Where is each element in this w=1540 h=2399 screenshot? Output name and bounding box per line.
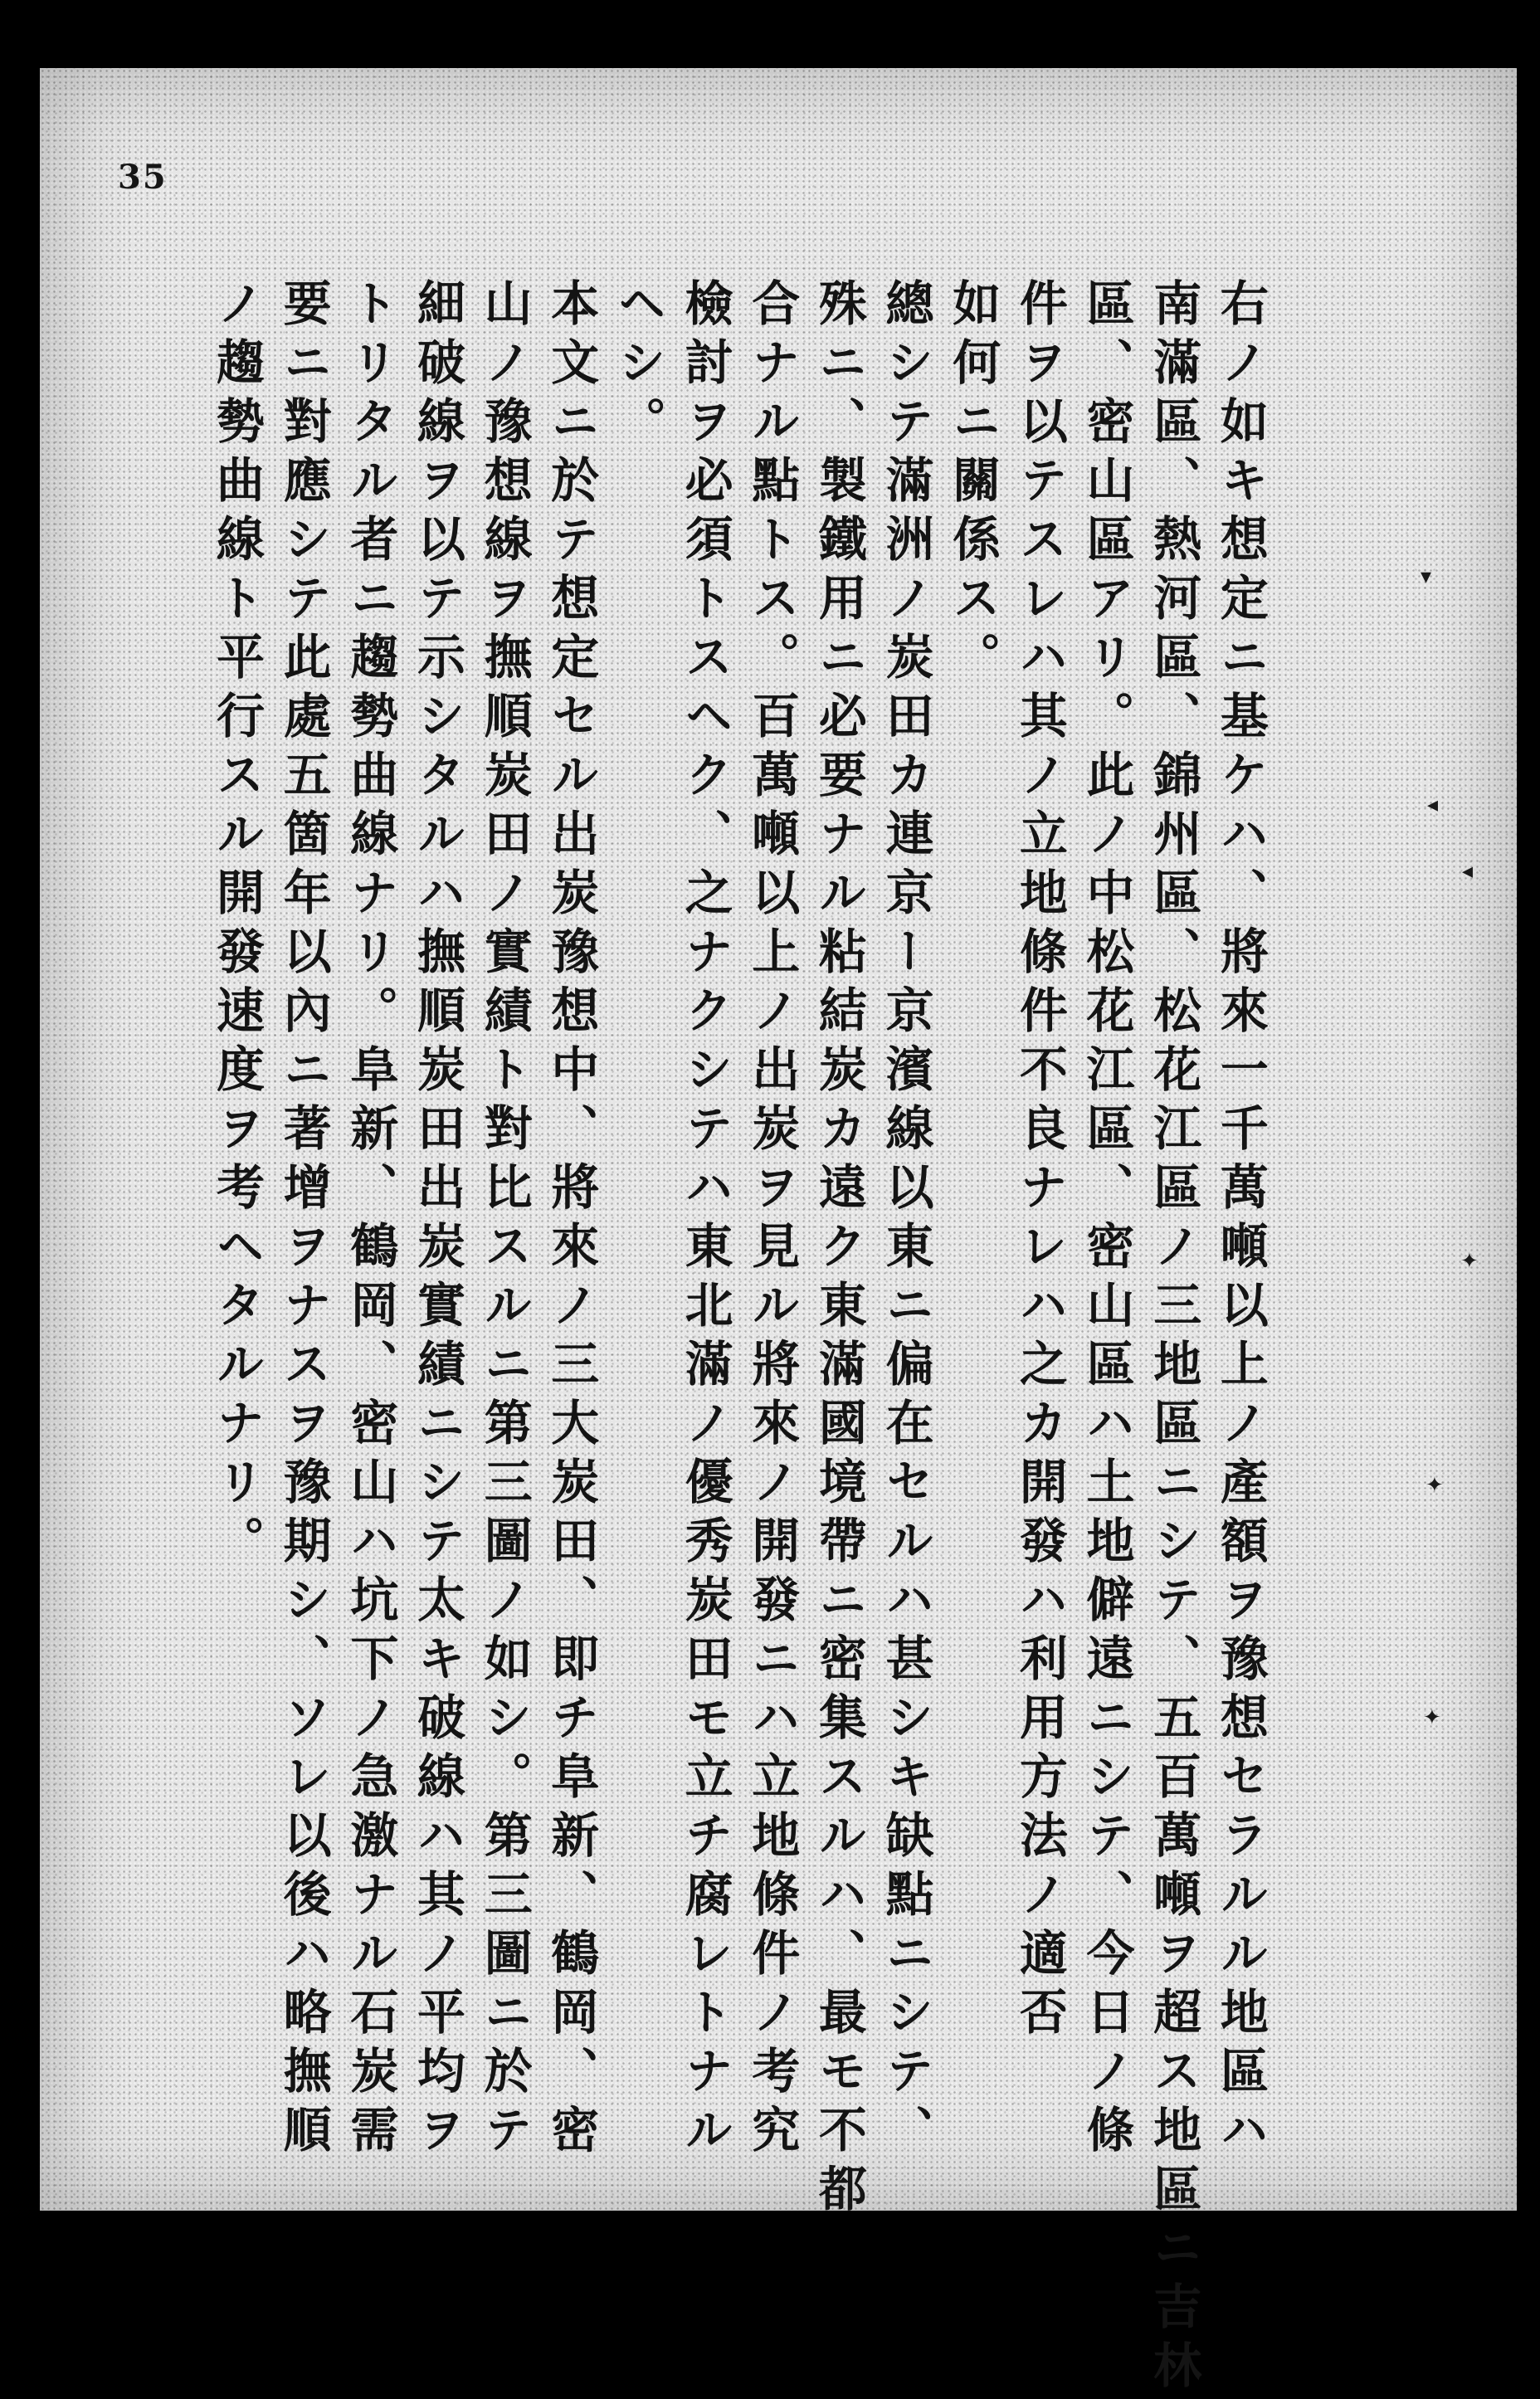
margin-speck-mark: ▾	[1421, 564, 1432, 589]
text-column: 區、密山區アリ。此ノ中松花江區、密山區ハ土地僻遠ニシテ、今日ノ條	[1078, 278, 1135, 2163]
text-column: ヘシ。	[609, 278, 666, 455]
text-column: 合ナル點トス。百萬噸以上ノ出炭ヲ見ル將來ノ開發ニハ立地條件ノ考究	[743, 278, 801, 2163]
margin-speck-mark: ◂	[1427, 792, 1439, 817]
text-column: 山ノ豫想線ヲ撫順炭田ノ實績ト對比スルニ第三圖ノ如シ。第三圖ニ於テ	[475, 278, 533, 2163]
text-column: 右ノ如キ想定ニ基ケハ、將來一千萬噸以上ノ產額ヲ豫想セラルル地區ハ	[1211, 278, 1269, 2163]
text-column: 件ヲ以テスレハ其ノ立地條件不良ナレハ之カ開發ハ利用方法ノ適否	[1011, 278, 1068, 2045]
text-column: 要ニ對應シテ此處五箇年以內ニ著增ヲナスヲ豫期シ、ソレ以後ハ略撫順	[275, 278, 332, 2163]
margin-speck-mark: ✦	[1460, 1249, 1479, 1274]
text-column: 本文ニ於テ想定セル出炭豫想中、將來ノ三大炭田、即チ阜新、鶴岡、密	[543, 278, 600, 2163]
text-column: 細破線ヲ以テ示シタルハ撫順炭田出炭實績ニシテ太キ破線ハ其ノ平均ヲ	[408, 278, 465, 2163]
text-column: 檢討ヲ必須トスヘク、之ナクシテハ東北滿ノ優秀炭田モ立チ腐レトナル	[676, 278, 733, 2163]
text-column: トリタル者ニ趨勢曲線ナリ。阜新、鶴岡、密山ハ坑下ノ急激ナル石炭需	[342, 278, 399, 2163]
text-column: 殊ニ、製鐵用ニ必要ナル粘結炭カ遠ク東滿國境帶ニ密集スルハ、最モ不都	[810, 278, 867, 2222]
margin-speck-mark: ✦	[1423, 1705, 1441, 1730]
margin-speck-mark: ✦	[1425, 1473, 1444, 1498]
page-number: 35	[118, 158, 168, 197]
text-column: ノ趨勢曲線ト平行スル開發速度ヲ考ヘタルナリ。	[208, 278, 265, 1574]
text-column: 南滿區、熱河區、錦州區、松花江區ノ三地區ニシテ、五百萬噸ヲ超ス地區ニ吉林	[1145, 278, 1202, 2399]
text-column: 總シテ滿洲ノ炭田カ連京ー京濱線以東ニ偏在セルハ甚シキ缺點ニシテ、	[877, 278, 934, 2163]
vertical-text-body	[203, 278, 1274, 2399]
text-column: 如何ニ關係ス。	[944, 278, 1001, 690]
margin-speck-mark: ◂	[1462, 859, 1474, 884]
